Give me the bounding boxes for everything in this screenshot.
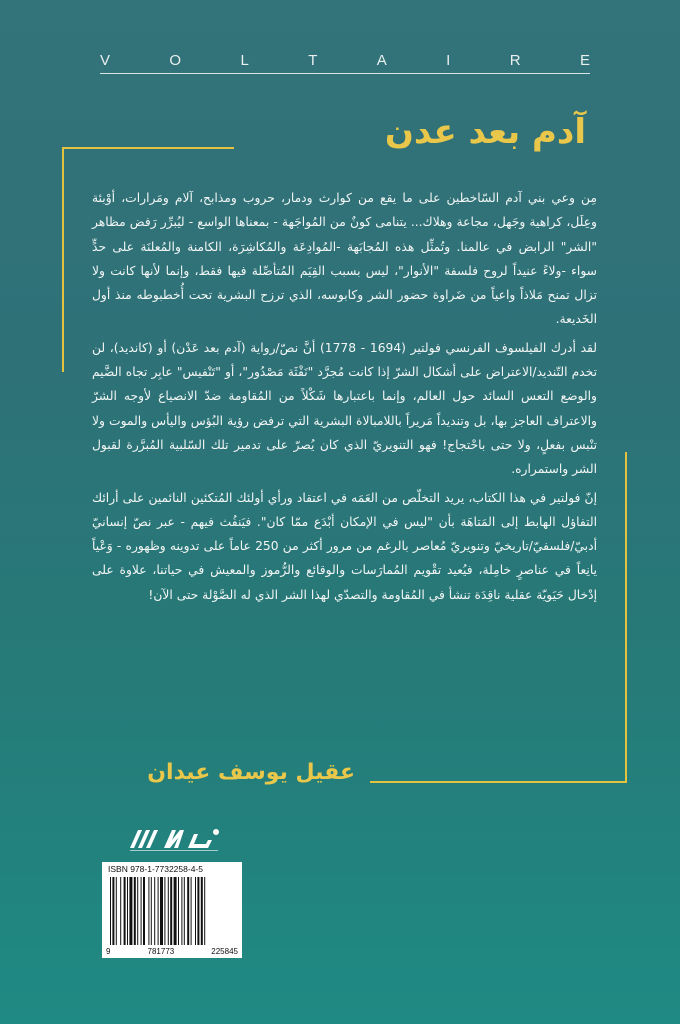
isbn-digit-group-2: 781773 [147, 947, 175, 956]
isbn-digit-group-1: 9 [106, 947, 111, 956]
frame-left-line [62, 147, 64, 372]
blurb [92, 186, 597, 611]
publisher-logo [128, 822, 223, 854]
series-letter: R [509, 52, 521, 69]
series-letter: T [308, 52, 318, 69]
isbn-digit-group-3: 225845 [211, 947, 238, 956]
isbn-digits [106, 947, 238, 956]
series-letter: O [169, 52, 182, 69]
series-letter: A [376, 52, 387, 69]
frame-top-line [62, 147, 234, 149]
frame-right-line [625, 452, 627, 782]
author-name: عقيل يوسف عيدان [147, 760, 355, 785]
series-letter: V [100, 52, 111, 69]
isbn-label: ISBN 978-1-7732258-4-5 [108, 864, 203, 874]
blurb-paragraph-3: إنّ فولتير في هذا الكتاب، يريد التخلّص من العَمَه في اعتقاد ورأي أولئك المُتكئين النائمين على أرائك التفاؤل الهابط إلى المَتاهَة بأن "ليس في الإمكان أبْدَع ممّا كان". فيَنفُث فيهم - عبر نصّ إنسانيّ أدبيّ/فلسفيّ/تاريخيّ وتنويريّ مُعاصر بالرغم من مرور أكثر من 250 عاماً على تدوينه وظهوره - وَعْياً يانِعاً في عناصرٍ خامِلة، فيُعيد تقْويم المُمارَسات والوقائع والرُّموز والمعيش في حياتنا، علاوة على إدْخال حَيَويّة عقلية ناقِدَة تنشأ في المُقاومة والتصدّي لهذا الشر الذي له الصَّوْلة حتى الآن! [92, 490, 597, 602]
isbn-barcode [102, 862, 242, 958]
book-title: آدم بعد عدن [384, 112, 586, 152]
series-letter: L [240, 52, 249, 69]
blurb-paragraph-1: مِن وعي بني آدم السّاخطين على ما يقع من كوارث ودمار، حروب ومذابح، آلام ومَرارات، أوْبئة وعِلَل، كراهية وجَهل، مجاعة وهلاك... يتنامى كونٌ من المُواجَهة - بمعناها الواسع - ليُبرِّر رَفض مظاهر "الشر" الرابض في عالمنا. وتُمثِّل هذه المُجابَهة -المُوادِعَة والمُكاشِرَة، الكامنة والمُعلنَة على حدٍّ سواء -ولاءً عنيداً لروح فلسفة "الأنوار"، ليس بسبب القِيَم المُتأصِّلة فيها فقط، وإنما لأنها كانت ولا تزال تمنح مَلاذاً واعياً من ضَراوة حضور الشر وكابوسه، الذي ترزح البشرية تحت أُخطبوطه منذ أول الخَديعة. [92, 191, 597, 327]
series-letter: E [579, 52, 590, 69]
series-divider [100, 73, 590, 74]
barcode-bars [110, 877, 234, 945]
frame-bottom-line [370, 781, 627, 783]
series-name [100, 52, 590, 69]
series-letter: I [446, 52, 451, 69]
blurb-paragraph-2: لقد أدرك الفيلسوف الفرنسي فولتير (1694 - 1778) أنَّ نصّ/رواية (آدم بعد عَدْن) أو (كانديد)، لن تخدم التّنديد/الاعتراض على أشكال الشرّ إذا كانت مُجرَّد "نَفْثَة مَصْدُور"، أو "تَنْفيس" عابِر تجاه الضَّيم والوضع التعس السائد حول العالم، وإنما باعتبارها شَكْلاً من المُقاومة ضدّ الانصياع لأوجه الشرّ والاعتراف العاجز بها، بل وتنديداً مَريراً باللامبالاة البشرية التي ترفض رؤية البُؤس واليأس والموت ولا تنْبس بفعلٍ، ولا حتى باحْتجاج! فهو التنويريّ الذي كان يُصرّ على تدمير تلك السّلبية المُبرَّرة لقبول الشر واستمراره. [92, 340, 597, 477]
